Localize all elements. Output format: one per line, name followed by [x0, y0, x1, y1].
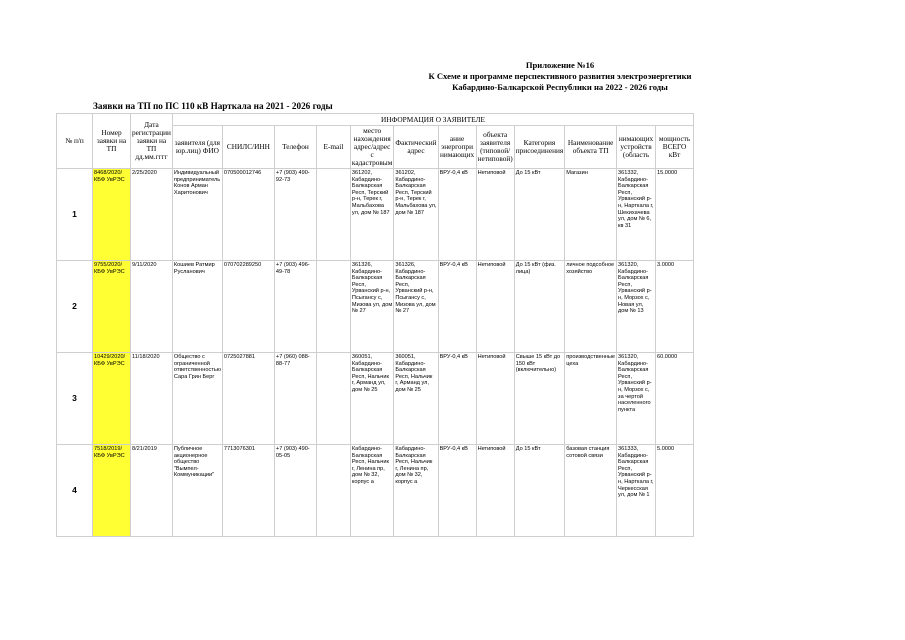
col-header-object-type: объекта заявителя (типовой/ нетиповой) [476, 126, 514, 169]
device-name: ВРУ-0,4 кВ [438, 445, 476, 537]
applicant-name: Общество с ограниченной ответственностью Сара Грин Берг [172, 353, 222, 445]
phone-value: +7 (903) 496-49-78 [274, 261, 316, 353]
object-type: Нетиповой [476, 445, 514, 537]
device-name: ВРУ-0,4 кВ [438, 353, 476, 445]
col-header-email: E-mail [316, 126, 350, 169]
object-type: Нетиповой [476, 169, 514, 261]
applicant-name: Индивидуальный предприниматель Конов Арман Харитонович [172, 169, 222, 261]
actual-address: 361202, Кабардино-Балкарская Респ, Терский р-н, Терек г, Мальбахова ул, дом № 187 [394, 169, 438, 261]
power-total: 5.0000 [656, 445, 694, 537]
email-value [316, 261, 350, 353]
location-address: 360051, Кабардино-Балкарская Респ, Нальчик г, Арманд ул, дом № 25 [350, 353, 393, 445]
col-header-object-name: Наименование объекта ТП [565, 126, 617, 169]
row-number: 2 [57, 261, 93, 353]
col-header-category: Категория присоединения [514, 126, 565, 169]
object-type: Нетиповой [476, 261, 514, 353]
device-name: ВРУ-0,4 кВ [438, 169, 476, 261]
registration-date: 8/21/2019 [131, 445, 173, 537]
table-title: Заявки на ТП по ПС 110 кВ Нарткала на 2021 - 2026 годы [93, 101, 333, 111]
col-header-num: № п/п [57, 114, 93, 169]
power-total: 3.0000 [656, 261, 694, 353]
object-name: базовая станция сотовой связи [565, 445, 617, 537]
row-number: 3 [57, 353, 93, 445]
col-header-date: Дата регистрации заявки на ТП дд.мм.гггг [131, 114, 173, 169]
row-number: 1 [57, 169, 93, 261]
group-header-applicant-info: ИНФОРМАЦИЯ О ЗАЯВИТЕЛЕ [172, 114, 693, 126]
appendix-number: Приложение №16 [525, 60, 595, 70]
col-header-power: мощность ВСЕГО кВт [656, 126, 694, 169]
requests-table [56, 113, 694, 537]
device-location: 361333, Кабардино-Балкарская Респ, Урванский р-н, Нарткала г, Черкесская ул, дом № 1 [617, 445, 656, 537]
col-header-inn: СНИЛС/ИНН [222, 126, 274, 169]
email-value [316, 169, 350, 261]
power-total: 15.0000 [656, 169, 694, 261]
inn-value: 0725027881 [222, 353, 274, 445]
inn-value: 070702289250 [222, 261, 274, 353]
col-header-request-no: Номер заявки на ТП [93, 114, 131, 169]
object-type: Нетиповой [476, 353, 514, 445]
appendix-header [350, 60, 770, 93]
email-value [316, 445, 350, 537]
phone-value: +7 (960) 088-88-77 [274, 353, 316, 445]
table-row [57, 261, 694, 353]
connection-category: До 15 кВт (физ. лица) [514, 261, 565, 353]
registration-date: 2/25/2020 [131, 169, 173, 261]
actual-address: 361326, Кабардино-Балкарская Респ, Урванский р-н, Псыгансу с, Мизова ул, дом № 27 [394, 261, 438, 353]
connection-category: До 15 кВт [514, 169, 565, 261]
actual-address: Кабардино-Балкарская Респ, Нальчик г, Ленина пр, дом № 32, корпус а [394, 445, 438, 537]
request-number: 10429/2020/ КБФ УвРЭС [93, 353, 131, 445]
col-header-actual-address: Фактический адрес [394, 126, 438, 169]
appendix-scheme-line: К Схеме и программе перспективного развития электроэнергетики [428, 71, 692, 81]
request-number: 8468/2020/ КБФ УвРЭС [93, 169, 131, 261]
location-address: 361202, Кабардино-Балкарская Респ, Терский р-н, Терек г, Мальбахова ул, дом № 187 [350, 169, 393, 261]
object-name: личное подсобное хозяйство [565, 261, 617, 353]
object-name: производственные цеха [565, 353, 617, 445]
connection-category: До 15 кВт [514, 445, 565, 537]
applicant-name: Публичное акционерное общество "Вымпел-Коммуникации" [172, 445, 222, 537]
table-row [57, 169, 694, 261]
table-row [57, 353, 694, 445]
power-total: 60.0000 [656, 353, 694, 445]
phone-value: +7 (903) 490-05-05 [274, 445, 316, 537]
device-name: ВРУ-0,4 кВ [438, 261, 476, 353]
inn-value: 7713076301 [222, 445, 274, 537]
col-header-phone: Телефон [274, 126, 316, 169]
row-number: 4 [57, 445, 93, 537]
col-header-location: место нахождения адрес/адрес с кадастровым [351, 126, 393, 167]
location-address: 361326, Кабардино-Балкарская Респ, Урванский р-н, Псыгансу с, Мизова ул, дом № 27 [350, 261, 393, 353]
appendix-region-line: Кабардино-Балкарской Республики на 2022 - 2026 годы [452, 82, 668, 92]
email-value [316, 353, 350, 445]
object-name: Магазин [565, 169, 617, 261]
registration-date: 9/11/2020 [131, 261, 173, 353]
request-number: 9755/2020/ КБФ УвРЭС [93, 261, 131, 353]
col-header-device-location: нимающих устройств (область [617, 126, 656, 169]
actual-address: 360051, Кабардино-Балкарская Респ, Нальчик г, Арманд ул, дом № 25 [394, 353, 438, 445]
table-row [57, 445, 694, 537]
applicant-name: Кошиев Ратмир Русланович [172, 261, 222, 353]
col-header-applicant: заявителя (для юр.лиц) ФИО [172, 126, 222, 169]
device-location: 361320, Кабардино-Балкарская Респ, Урванский р-н, Морзох с, Новая ул, дом № 13 [617, 261, 656, 353]
request-number: 7518/2019/ КБФ УвРЭС [93, 445, 131, 537]
registration-date: 11/18/2020 [131, 353, 173, 445]
col-header-device: ание энергопри нимающих [438, 126, 476, 169]
connection-category: Свыше 15 кВт до 150 кВт (включительно) [514, 353, 565, 445]
inn-value: 070500012746 [222, 169, 274, 261]
device-location: 361332, Кабардино-Балкарская Респ, Урванский р-н, Нарткала г, Шекихачева ул, дом № 6, кв 31 [617, 169, 656, 261]
device-location: 361320, Кабардино-Балкарская Респ, Урванский р-н, Морзох с, за чертой населенного пункта [617, 353, 656, 445]
phone-value: +7 (903) 490-92-73 [274, 169, 316, 261]
location-address: Кабардино-Балкарская Респ, Нальчик г, Ленина пр, дом № 32, корпус а [350, 445, 393, 537]
